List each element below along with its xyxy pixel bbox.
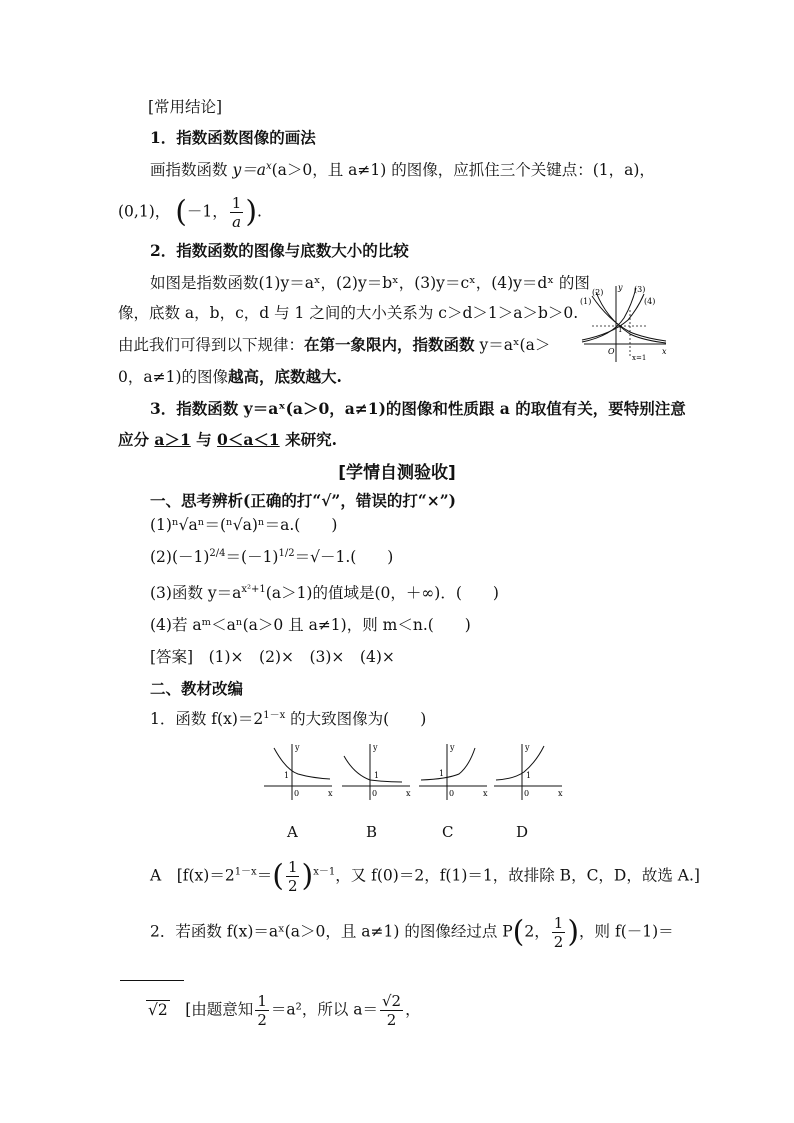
item2-line2: 像，底数 a，b，c，d 与 1 之间的大小关系为 c＞d＞1＞a＞b＞0. <box>118 304 579 322</box>
p1-ans-a: A [f(x)＝2 <box>150 866 235 885</box>
part1-title: 一、思考辨析(正确的打“√”，错误的打“×”) <box>150 491 457 510</box>
svg-text:x: x <box>328 789 333 798</box>
svg-text:0: 0 <box>524 789 530 798</box>
svg-text:x: x <box>558 789 563 798</box>
period: . <box>257 202 262 221</box>
item2-line3 <box>118 334 550 356</box>
right-paren: ) <box>245 194 258 230</box>
item1-line1-expr: y＝a <box>232 161 266 179</box>
item1-line2 <box>118 194 262 231</box>
svg-text:x: x <box>483 789 488 798</box>
answer-blank <box>120 966 184 981</box>
item2-line3-c: y＝aˣ(a＞ <box>474 336 551 354</box>
item1-line1-text-d: (a＞0，且 a≠1) 的图像，应抓住三个关键点：(1，a)， <box>271 161 655 179</box>
fraction-denominator: 2 <box>287 877 298 895</box>
section-header: [常用结论] <box>148 98 223 116</box>
svg-text:1: 1 <box>439 769 445 778</box>
item3-line2-a: 应分 <box>118 430 155 449</box>
item3-cond-b: 0＜a＜1 <box>217 430 280 449</box>
p1-ans-c: ，又 f(0)＝2，f(1)＝1，故排除 B，C，D，故选 A.] <box>335 866 700 885</box>
fraction-denominator: 2 <box>553 933 564 951</box>
problem-1 <box>150 708 426 730</box>
graph-axis-x: x <box>662 347 667 356</box>
choice-label-d: D <box>516 823 529 841</box>
item2-line4-a: 0，a≠1)的图像 <box>118 368 228 386</box>
problem-1-answer <box>150 858 700 895</box>
curve <box>496 746 544 780</box>
p1-b: 的大致图像为( ) <box>285 710 427 728</box>
item1-line2-point2: －1， <box>186 202 228 221</box>
exponential-comparison-graph <box>578 282 670 364</box>
p1-a: 1．函数 f(x)＝2 <box>150 710 264 728</box>
q2-c: ＝√－1.( ) <box>294 548 394 566</box>
p2-ans-a: [由题意知 <box>169 1000 254 1019</box>
q3-b: (a＞1)的值域是(0，＋∞)．( ) <box>265 584 499 602</box>
p2-point: 2， <box>524 922 550 941</box>
p1-ans-exp2: x－1 <box>313 866 336 878</box>
svg-text:0: 0 <box>372 789 378 798</box>
item3-line2-e: 来研究. <box>279 430 337 449</box>
question-2 <box>150 546 393 568</box>
question-4: (4)若 aᵐ＜aⁿ(a＞0 且 a≠1)，则 m＜n.( ) <box>150 616 471 634</box>
graph-origin: O <box>608 347 615 356</box>
answer-line: [答案] (1)× (2)× (3)× (4)× <box>150 648 395 666</box>
curve <box>274 748 330 779</box>
q2-exp2: 1/2 <box>278 547 295 559</box>
fraction-numerator: 1 <box>287 858 298 876</box>
choice-label-a: A <box>287 823 298 841</box>
item1-line1 <box>150 159 655 181</box>
fraction-numerator: 1 <box>553 914 564 932</box>
q2-exp: 2/4 <box>209 547 226 559</box>
fraction-half <box>286 858 300 895</box>
fraction-root2-over-2 <box>380 992 403 1029</box>
svg-text:y: y <box>295 743 300 752</box>
graph-x-eq-1: x=1 <box>632 354 647 362</box>
left-paren: ( <box>272 858 284 894</box>
q3-a: (3)函数 y＝a <box>150 584 242 602</box>
choice-label-c: C <box>442 823 454 841</box>
item2-line3-a: 由此我们可得到以下规律： <box>118 336 305 354</box>
question-3 <box>150 582 499 604</box>
svg-text:y: y <box>525 743 530 752</box>
problem-2-answer <box>146 992 421 1029</box>
graph-label-2: (2) <box>592 288 604 297</box>
fraction-numerator: 1 <box>231 194 242 212</box>
graph-label-3: (3) <box>634 285 646 294</box>
svg-text:y: y <box>373 743 378 752</box>
graph-axis-y: y <box>618 283 623 292</box>
p1-ans-b: ＝ <box>256 866 273 885</box>
item2-line3-b: 在第一象限内，指数函数 <box>304 335 475 354</box>
fraction-numerator: √2 <box>381 992 402 1010</box>
p2-b: ，则 f(－1)＝ <box>579 922 674 941</box>
p2-ans-b: ＝a²，所以 a＝ <box>270 1000 378 1019</box>
left-paren: ( <box>175 194 187 230</box>
right-paren: ) <box>301 858 314 894</box>
item2-line1: 如图是指数函数(1)y＝aˣ，(2)y＝bˣ，(3)y＝cˣ，(4)y＝dˣ 的图 <box>150 274 590 292</box>
self-test-title: [学情自测验收] <box>338 463 456 483</box>
item3-line2-c: 与 <box>190 430 218 449</box>
item3-line1: 3．指数函数 y＝aˣ(a＞0，a≠1)的图像和性质跟 a 的取值有关，要特别注意 <box>150 399 686 418</box>
item3-cond-a: a＞1 <box>154 430 191 449</box>
q2-a: (2)(－1) <box>150 548 210 566</box>
svg-text:1: 1 <box>284 771 290 780</box>
item2-title: 2．指数函数的图像与底数大小的比较 <box>150 241 409 260</box>
svg-text:y: y <box>450 743 455 752</box>
right-paren: ) <box>567 914 580 950</box>
item1-line1-exp: x <box>265 160 272 172</box>
q2-b: ＝(－1) <box>225 548 279 566</box>
fraction-denominator: a <box>232 213 242 231</box>
graph-one: 1 <box>618 326 623 334</box>
svg-text:x: x <box>406 789 411 798</box>
question-1: (1)ⁿ√aⁿ＝(ⁿ√a)ⁿ＝a.( ) <box>150 516 338 534</box>
choice-graph-a <box>262 742 334 802</box>
choice-graph-c <box>417 742 489 802</box>
item2-line4-b: 越高，底数越大. <box>228 367 342 386</box>
q3-exp: x²+1 <box>241 583 266 595</box>
item1-line1-text-a: 画指数函数 <box>150 161 233 179</box>
fraction-numerator: 1 <box>257 992 267 1010</box>
fraction-half <box>552 914 566 951</box>
item3-line2 <box>118 429 337 451</box>
fraction-denominator: 2 <box>386 1011 397 1029</box>
p2-a: 2．若函数 f(x)＝aˣ(a＞0，且 a≠1) 的图像经过点 P <box>150 922 513 941</box>
svg-text:1: 1 <box>526 771 532 780</box>
p2-ans-val: √2 <box>148 1000 168 1019</box>
problem-2 <box>150 914 674 951</box>
left-paren: ( <box>512 914 525 950</box>
graph-label-4: (4) <box>644 297 656 306</box>
svg-text:0: 0 <box>294 789 300 798</box>
item1-line2-point: (0,1)， <box>118 202 171 221</box>
graph-label-1: (1) <box>580 297 592 306</box>
fraction-1-over-a <box>230 194 244 231</box>
curve <box>344 756 402 782</box>
curve-2 <box>596 292 666 343</box>
item1-title: 1．指数函数图像的画法 <box>150 128 316 147</box>
part2-title: 二、教材改编 <box>150 679 244 698</box>
svg-text:1: 1 <box>374 771 380 780</box>
choice-graph-d <box>492 742 564 802</box>
svg-text:0: 0 <box>449 789 455 798</box>
fraction-denominator: 2 <box>257 1011 267 1029</box>
p1-exp: 1－x <box>263 709 286 721</box>
choice-graph-b <box>340 742 412 802</box>
item2-line4 <box>118 366 342 388</box>
choice-label-b: B <box>366 823 378 841</box>
fraction-half <box>255 992 269 1029</box>
curve <box>421 748 475 780</box>
p2-ans-c: ， <box>405 1000 421 1019</box>
p1-ans-exp: 1－x <box>234 866 257 878</box>
